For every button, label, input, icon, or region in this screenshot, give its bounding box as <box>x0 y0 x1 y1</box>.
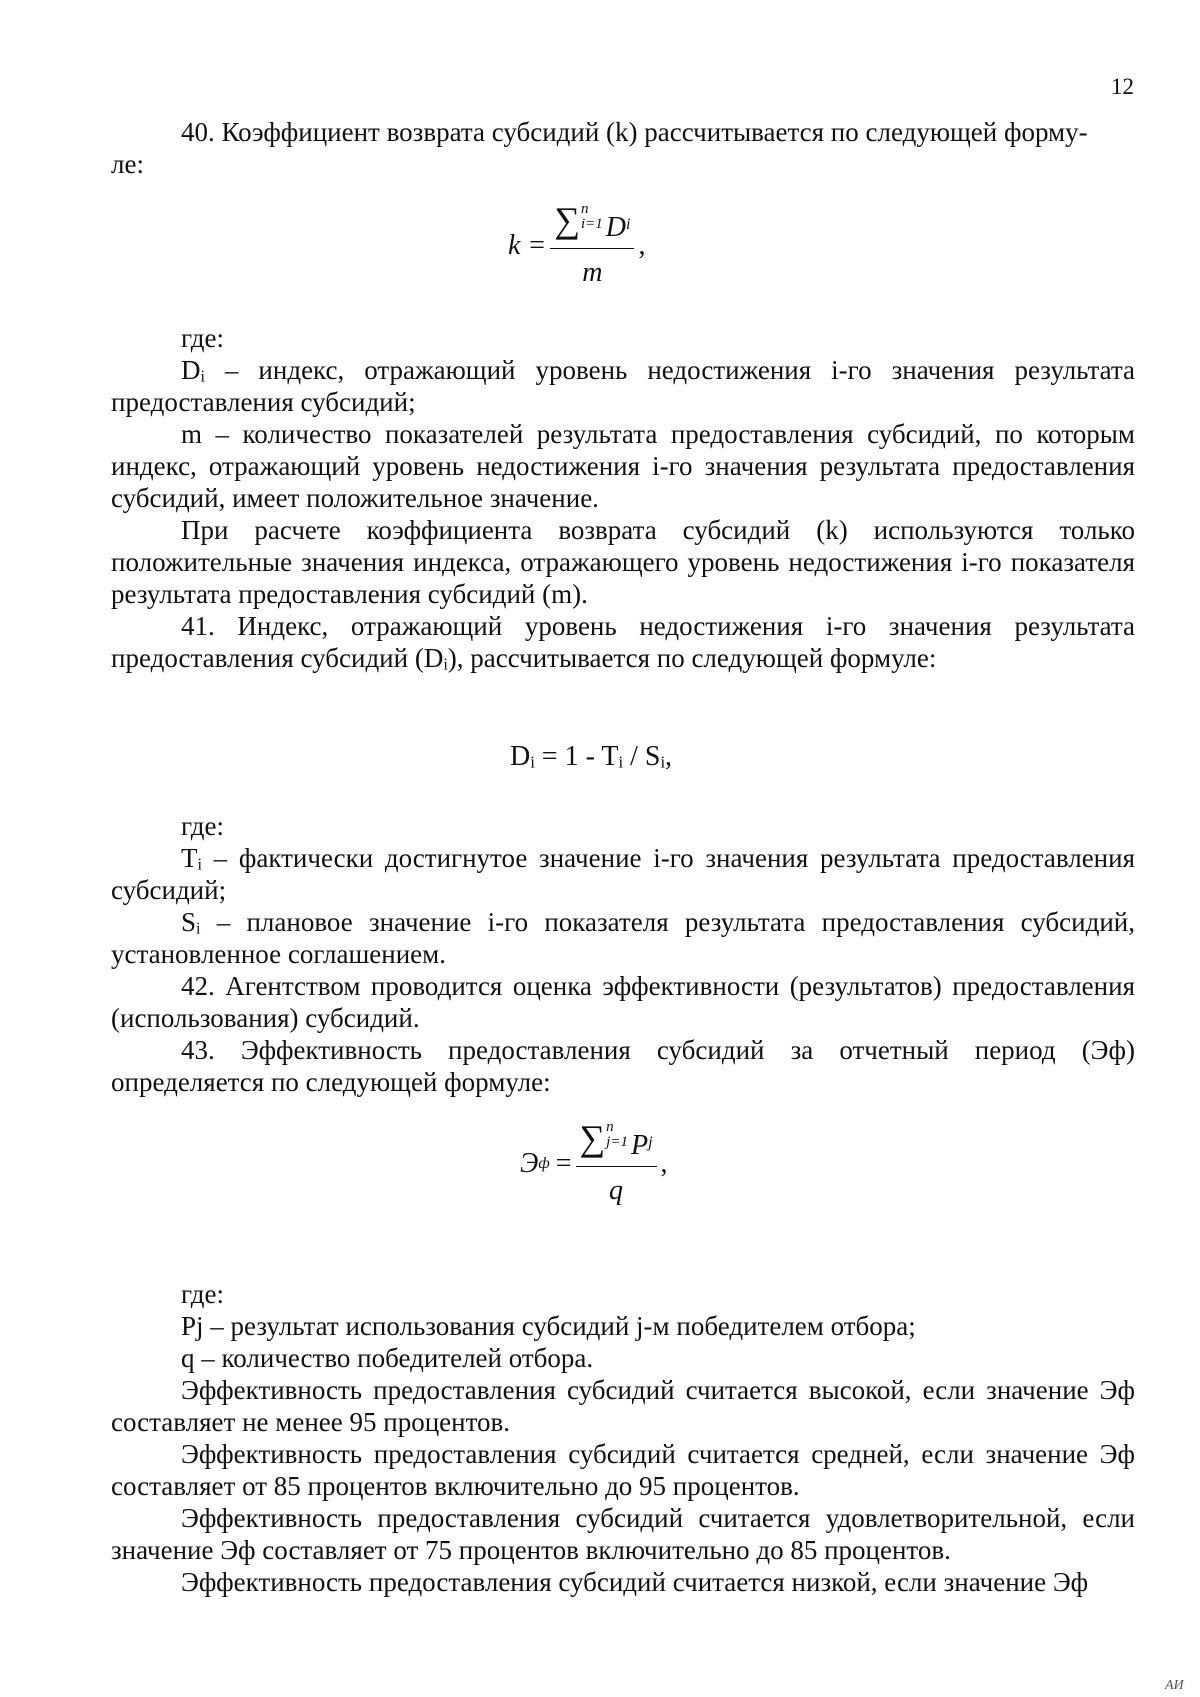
definition-Si: Sᵢ – плановое значение i-го показателя результата предоставления субсидий, установленное соглашением. <box>111 907 1135 969</box>
formula-k-lhs: k = <box>508 229 547 261</box>
corner-mark: АИ <box>1165 1678 1184 1693</box>
sum-upper-limit: n <box>581 201 589 217</box>
formula-k-comma: , <box>638 229 646 261</box>
definition-Ti: Tᵢ – фактически достигнутое значение i-го значения результата предоставления субсидий; <box>111 843 1135 905</box>
sum-limits <box>606 1120 628 1150</box>
formula-E-lhs: Э <box>520 1147 539 1179</box>
formula-D: Dᵢ = 1 - Tᵢ / Sᵢ, <box>510 741 673 772</box>
sigma-symbol: ∑ <box>579 1118 606 1158</box>
page-number: 12 <box>1111 74 1134 99</box>
where-label-3: где: <box>181 1279 224 1309</box>
formula-E <box>520 1120 668 1207</box>
definition-Di: Dᵢ – индекс, отражающий уровень недостижения i-го значения результата предоставления субсидий; <box>111 355 1135 417</box>
sigma-symbol: ∑ <box>554 200 580 240</box>
where-label-1: где: <box>181 323 224 353</box>
paragraph-calc-note: При расчете коэффициента возврата субсидий (k) используются только положительные значения индекса, отражающего уровень недостижения i-го показателя результата предоставления субсидий (m). <box>111 515 1135 609</box>
definitions-block-1 <box>111 322 1135 674</box>
formula-E-fraction <box>576 1120 657 1207</box>
formula-k-denominator: m <box>582 257 603 288</box>
paragraph-42: 42. Агентством проводится оценка эффективности (результатов) предоставления (использования) субсидий. <box>111 971 1135 1033</box>
formula-E-comma: , <box>660 1147 668 1179</box>
formula-k-var-sub: i <box>626 216 631 233</box>
formula-k <box>508 202 645 289</box>
formula-E-var-sub: j <box>648 1134 653 1151</box>
formula-k-var: D <box>605 212 627 243</box>
formula-E-numerator <box>576 1120 657 1167</box>
sum-upper-limit: n <box>606 1119 614 1135</box>
sum-limits <box>581 202 603 232</box>
formula-E-denominator: q <box>609 1175 624 1206</box>
paragraph-40 <box>111 116 1135 180</box>
formula-E-equals: = <box>555 1147 572 1179</box>
efficiency-high: Эффективность предоставления субсидий считается высокой, если значение Эф составляет не менее 95 процентов. <box>111 1375 1135 1437</box>
efficiency-satisfactory: Эффективность предоставления субсидий считается удовлетворительной, если значение Эф составляет от 75 процентов включительно до 85 процентов. <box>111 1503 1135 1565</box>
efficiency-low: Эффективность предоставления субсидий считается низкой, если значение Эф <box>181 1567 1089 1597</box>
definitions-block-2 <box>111 810 1135 1098</box>
paragraph-43: 43. Эффективность предоставления субсидий за отчетный период (Эф) определяется по следующей формуле: <box>111 1035 1135 1097</box>
definitions-block-3 <box>111 1278 1135 1598</box>
paragraph-40-line2: ле: <box>111 149 144 179</box>
sum-lower-limit: j=1 <box>606 1134 628 1150</box>
definition-q: q – количество победителей отбора. <box>181 1343 594 1373</box>
formula-E-var: P <box>630 1130 649 1161</box>
formula-E-lhs-sub: ф <box>538 1154 550 1172</box>
sum-lower-limit: i=1 <box>581 216 603 232</box>
efficiency-mid: Эффективность предоставления субсидий считается средней, если значение Эф составляет от 85 процентов включительно до 95 процентов. <box>111 1439 1135 1501</box>
formula-k-fraction <box>550 202 634 289</box>
where-label-2: где: <box>181 811 224 841</box>
definition-m: m – количество показателей результата предоставления субсидий, по которым индекс, отражающий уровень недостижения i-го значения результата предоставления субсидий, имеет положительное значение. <box>111 419 1135 513</box>
paragraph-40-line1: 40. Коэффициент возврата субсидий (k) рассчитывается по следующей форму- <box>181 117 1088 147</box>
formula-k-numerator <box>550 202 634 249</box>
paragraph-41: 41. Индекс, отражающий уровень недостижения i-го значения результата предоставления субсидий (Dᵢ), рассчитывается по следующей формуле: <box>111 611 1135 673</box>
definition-Pj: Pj – результат использования субсидий j-м победителем отбора; <box>181 1311 916 1341</box>
